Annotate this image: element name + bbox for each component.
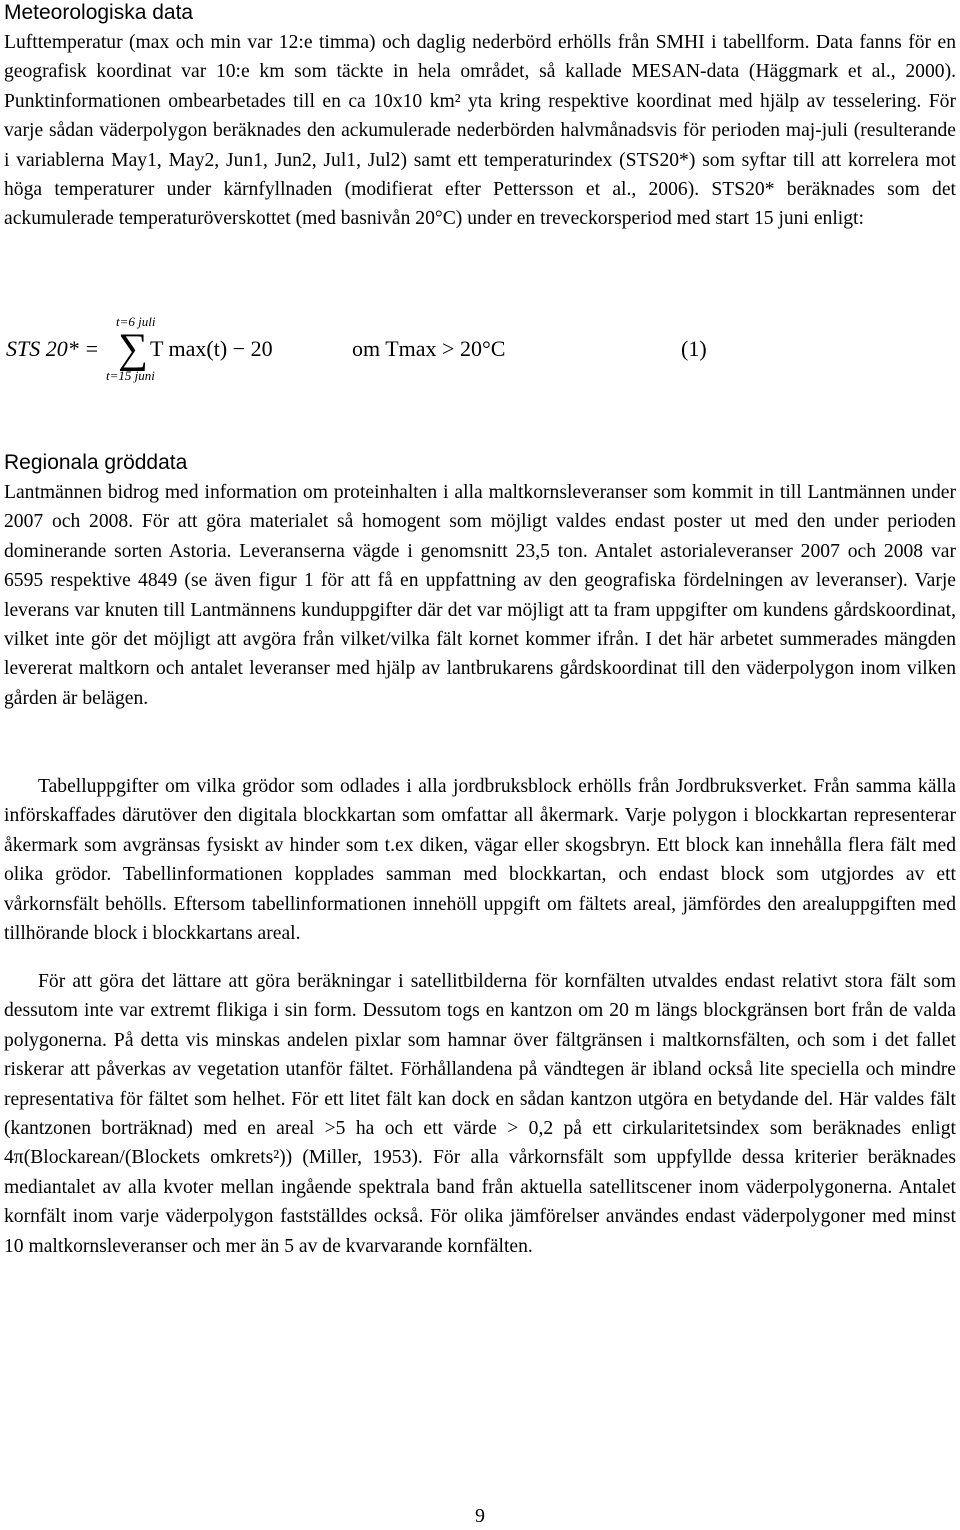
equation-lhs: STS 20* = (6, 336, 100, 361)
section-heading-regionala-grodata: Regionala gröddata (4, 451, 188, 474)
paragraph-regionala-2: Tabelluppgifter om vilka grödor som odlades i alla jordbruksblock erhölls från Jordbruksverket. Från samma källa införskaffades därutöver den digitala blockkartan som omfattar all åkermark. Varje polygon i blockkartan representerar åkermark som avgränsas fysiskt av hinder som t.ex diken, vägar eller skogsbryn. Ett block kan innehålla flera fält med olika grödor. Tabellinformationen kopplades samman med blockkartan, och endast block som utgjordes av ett vårkornsfält behölls. Eftersom tabellinformationen innehöll uppgift om fältets areal, jämfördes den arealuppgiften med tillhörande block i blockkartans areal. (4, 776, 956, 945)
equation-sigma: ∑ (118, 326, 148, 372)
equation-number: (1) (681, 336, 707, 361)
equation-lower-limit: t=15 juni (106, 368, 155, 383)
paragraph-regionala-3: För att göra det lättare att göra beräkningar i satellitbilderna för kornfälten utvaldes endast relativt stora fält som dessutom inte var extremt flikiga i sin form. Dessutom togs en kantzon om 20 m längs blockgränsen bort från de valda polygonerna. På detta vis minskas andelen pixlar som hamnar över fältgränsen i maltkornsfälten, och som i det fallet riskerar att påverkas av vegetation utanför fältet. Förhållandena på vändtegen är ibland också lite speciella och mindre representativa för fältet som helhet. För ett litet fält kan dock en sådan kantzon utgöra en betydande del. Här valdes fält (kantzonen borträknad) med en areal >5 ha och ett värde > 0,2 på ett cirkularitetsindex som beräknades enligt 4π(Blockarean/(Blockets omkrets²)) (Miller, 1953). För alla vårkornsfält som uppfyllde dessa kriterier beräknades mediantalet av alla kvoter mellan ingående spektrala band från aktuella satellitscener inom väderpolygonerna. Antalet kornfält inom varje väderpolygon fastställdes också. För olika jämförelser användes endast väderpolygoner med minst 10 maltkornsleveranser och mer än 5 av de kvarvarande kornfälten. (4, 971, 956, 1257)
paragraph-regionala-1: Lantmännen bidrog med information om proteinhalten i alla maltkornsleveranser som kommit in till Lantmännen under 2007 och 2008. För att göra materialet så homogent som möjligt valdes endast poster ut med den under perioden dominerande sorten Astoria. Leveranserna vägde i genomsnitt 23,5 ton. Antalet astorialeveranser 2007 och 2008 var 6595 respektive 4849 (se även figur 1 för att få en uppfattning av den geografiska fördelningen av leveranser). Varje leverans var knuten till Lantmännens kunduppgifter där det var möjligt att ta fram uppgifter om kundens gårdskoordinat, vilket inte gör det möjligt att avgöra från vilket/vilka fält kornet kommer ifrån. I det här arbetet summerades mängden levererat maltkorn och antalet leveranser med hjälp av lantbrukarens gårdskoordinat till den väderpolygon inom vilken gården är belägen. (4, 482, 956, 709)
paragraph-meteorologiska-data: Lufttemperatur (max och min var 12:e timma) och daglig nederbörd erhölls från SMHI i tabellform. Data fanns för en geografisk koordinat var 10:e km som täckte in hela området, så kallade MESAN-data (Häggmark et al., 2000). Punktinformationen ombearbetades till en ca 10x10 km² yta kring respektive koordinat med hjälp av tesselering. För varje sådan väderpolygon beräknades den ackumulerade nederbörden halvmånadsvis för perioden maj-juli (resulterande i variablerna May1, May2, Jun1, Jun2, Jul1, Jul2) samt ett temperaturindex (STS20*) som syftar till att korrelera mot höga temperaturer under kärnfyllnaden (modifierat efter Pettersson et al., 2006). STS20* beräknades som det ackumulerade temperaturöverskottet (med basnivån 20°C) under en treveckorsperiod med start 15 juni enligt: (4, 32, 956, 230)
page-number: 9 (475, 1505, 485, 1527)
equation-upper-limit: t=6 juli (116, 314, 156, 329)
section-heading-meteorologiska-data: Meteorologiska data (4, 1, 194, 24)
equation-sts20 (0, 306, 960, 396)
equation-condition: om Tmax > 20°C (352, 336, 506, 361)
equation-body: T max(t) − 20 (150, 336, 273, 361)
